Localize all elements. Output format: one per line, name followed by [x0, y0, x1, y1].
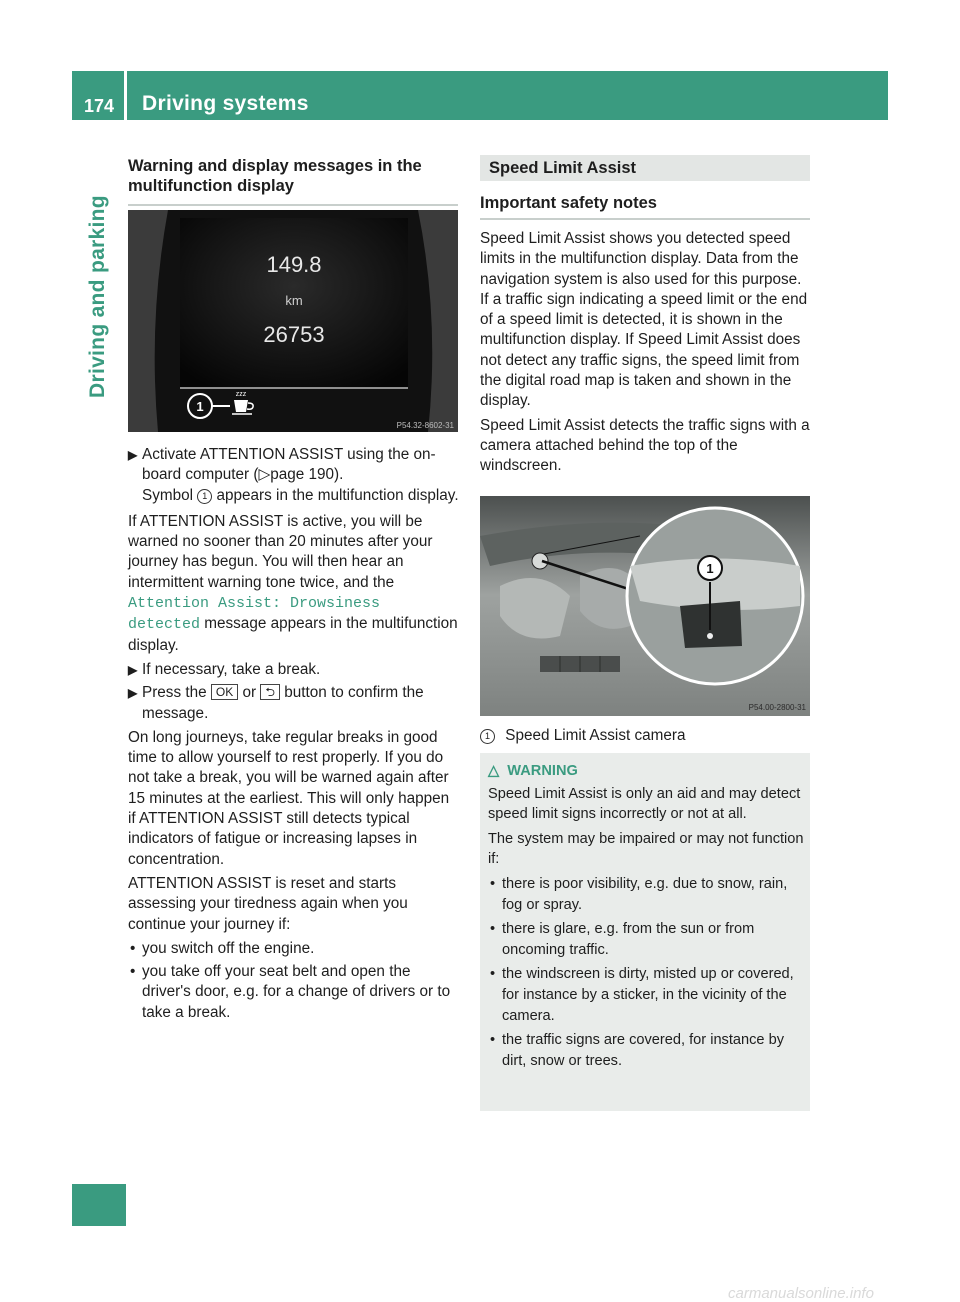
- page-number: 174: [84, 96, 115, 116]
- camera-location-figure: [480, 496, 810, 716]
- step-arrow-icon: ▶: [128, 662, 138, 677]
- instruction-step: ▶ If necessary, take a break.: [128, 660, 460, 680]
- distance-unit: km: [285, 293, 303, 308]
- right-body: [480, 229, 812, 481]
- callout-symbol: 1: [197, 489, 212, 504]
- back-key-icon: ⮌: [260, 684, 280, 700]
- warning-box: [480, 753, 810, 1111]
- list-item: • you switch off the engine.: [128, 939, 460, 959]
- paragraph: Speed Limit Assist shows you detected speed limits in the multifunction display. Data from the navigation system is also used for this purpose. If a traffic sign indicating a speed limit or the end of a speed limit is detected, it is shown in the multifunction display. If Speed Limit Assist does not detect any traffic signs, the speed limit from the digital road map is taken and shown in the display.: [480, 230, 808, 410]
- callout-symbol: 1: [480, 729, 495, 744]
- callout-number: 1: [196, 399, 204, 414]
- paragraph: Speed Limit Assist detects the traffic signs with a camera attached behind the top of the windscreen.: [480, 416, 810, 475]
- bullet-icon: •: [490, 966, 496, 983]
- watermark: carmanualsonline.info: [728, 1285, 874, 1302]
- distance-value: 149.8: [266, 252, 322, 277]
- bullet-icon: •: [130, 939, 136, 957]
- right-column: [480, 193, 812, 220]
- bullet-icon: •: [490, 921, 496, 938]
- instruction-step: ▶ Press the OK or ⮌ button to confirm the message.: [128, 684, 424, 722]
- ok-key-icon: OK: [211, 684, 238, 700]
- svg-text:zzz: zzz: [235, 391, 247, 398]
- section-box: [480, 155, 810, 181]
- list-item: • you take off your seat belt and open the driver's door, e.g. for a change of drivers or to take a break.: [130, 963, 451, 1021]
- list-item: • the traffic signs are covered, for instance by dirt, snow or trees.: [490, 1032, 785, 1069]
- bullet-icon: •: [490, 1032, 496, 1049]
- side-tab-marker: [72, 1184, 126, 1226]
- bullet-icon: •: [130, 963, 136, 981]
- warning-content: [488, 761, 806, 1071]
- side-tab-label: Driving and parking: [86, 195, 109, 398]
- warning-text: The system may be impaired or may not function if:: [488, 830, 804, 868]
- warning-title-row: △ WARNING: [488, 763, 578, 779]
- instruction-step: ▶ Activate ATTENTION ASSIST using the on-board computer (▷page 190). Symbol 1 appears in the multifunction display.: [128, 446, 459, 504]
- subheading: Important safety notes: [480, 194, 657, 212]
- subheading-rule: [480, 218, 810, 220]
- paragraph: ATTENTION ASSIST is reset and starts assessing your tiredness again when you continue your journey if:: [128, 874, 408, 933]
- step-arrow-icon: ▶: [128, 686, 138, 701]
- cluster-display-illustration: [128, 210, 458, 432]
- left-heading: Warning and display messages in the multifunction display: [128, 157, 422, 195]
- section-box-title: Speed Limit Assist: [489, 159, 637, 177]
- display-message: Attention Assist: Drowsiness detected: [128, 595, 381, 634]
- paragraph: If ATTENTION ASSIST is active, you will be warned no sooner than 20 minutes after your journey has begun. You will then hear an intermittent warning tone twice, and the Attention Assist: Drowsiness detected message appears in the multifunction display.: [128, 512, 458, 654]
- figure-caption: 1 Speed Limit Assist camera: [480, 726, 812, 746]
- odometer-value: 26753: [263, 322, 325, 347]
- step-arrow-icon: ▶: [128, 448, 138, 462]
- warning-text: Speed Limit Assist is only an aid and may detect speed limit signs incorrectly or not at all.: [488, 785, 801, 823]
- callout-number: 1: [706, 561, 714, 576]
- page-ref-arrow-icon: ▷: [258, 466, 271, 484]
- cluster-display-figure: [128, 210, 458, 432]
- section-title: Driving systems: [142, 92, 309, 115]
- figure-ref-code: P54.00-2800-31: [748, 703, 806, 712]
- windscreen-camera-illustration: [480, 496, 810, 716]
- left-column: [128, 156, 460, 206]
- header-divider: [124, 71, 127, 120]
- figure-ref-code: P54.32-8602-31: [396, 421, 454, 430]
- list-item: • there is glare, e.g. from the sun or from oncoming traffic.: [490, 921, 755, 958]
- list-item: • the windscreen is dirty, misted up or covered, for instance by a sticker, in the vicinity of the camera.: [490, 966, 794, 1024]
- heading-rule: [128, 204, 458, 206]
- bullet-icon: •: [490, 875, 496, 892]
- left-body: [128, 445, 460, 1023]
- warning-triangle-icon: △: [488, 763, 500, 779]
- list-item: • there is poor visibility, e.g. due to snow, rain, fog or spray.: [490, 875, 788, 913]
- paragraph: On long journeys, take regular breaks in good time to allow yourself to rest properly. If you do not take a break, you will be warned again after 15 minutes at the earliest. This will only happen if ATTENTION ASSIST still detects typical indicators of fatigue or increasing lapses in concentration.: [128, 728, 450, 868]
